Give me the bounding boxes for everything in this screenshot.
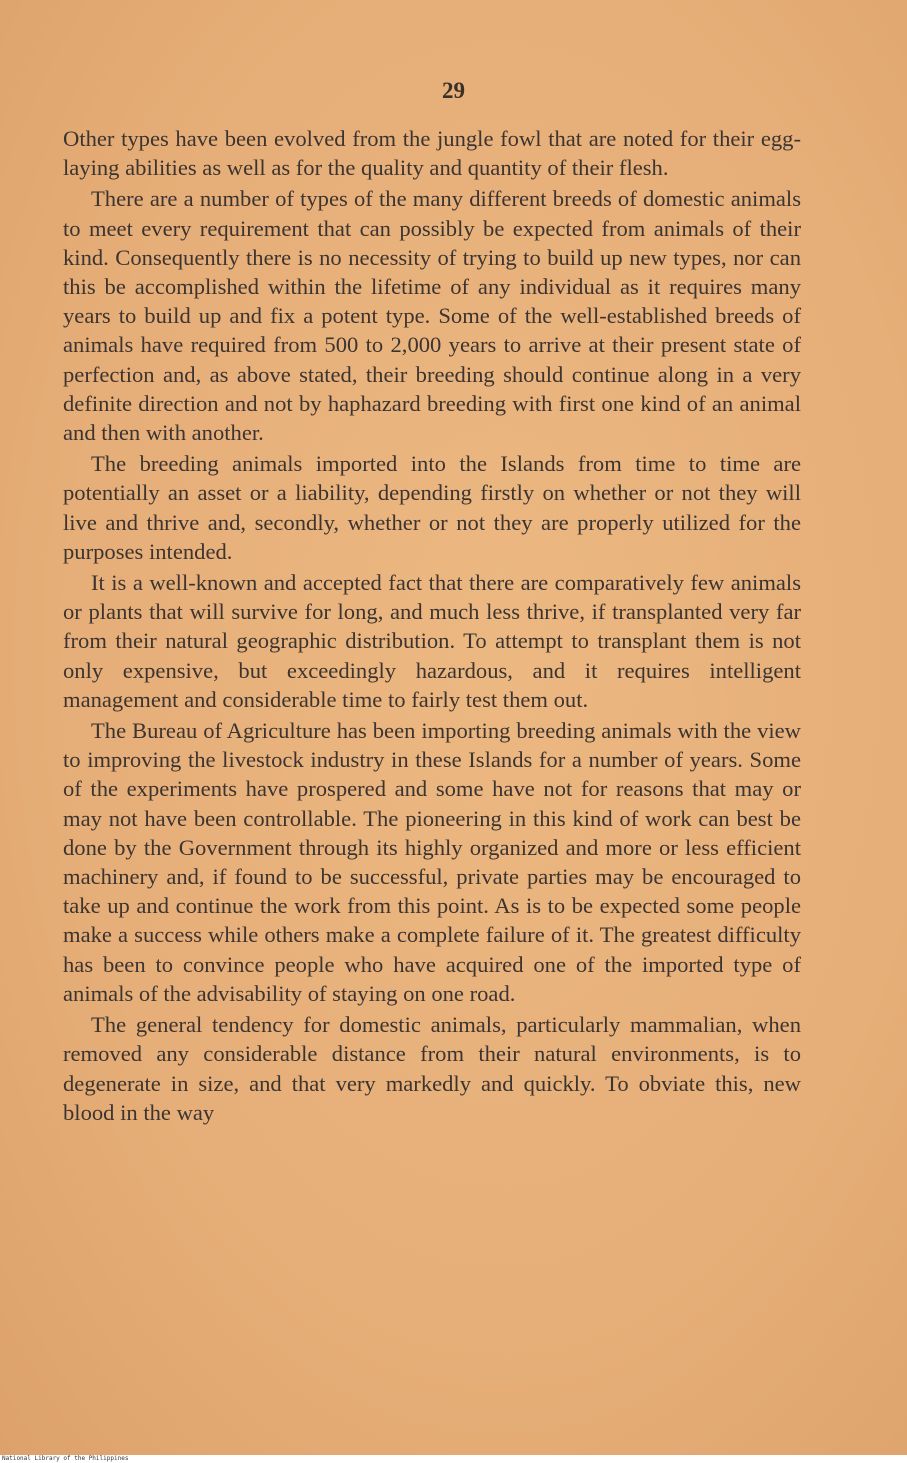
library-credit: National Library of the Philippines	[2, 1455, 129, 1462]
body-text	[63, 124, 801, 1127]
paragraph-1: Other types have been evolved from the jungle fowl that are noted for their egg-laying abilities as well as for the quality and quantity of their flesh.	[63, 126, 801, 181]
paragraph-3: The breeding animals imported into the Islands from time to time are potentially an asset or a liability, depending firstly on whether or not they will live and thrive and, secondly, whether or not they are properly utilized for the purposes intended.	[63, 451, 801, 564]
footer-strip	[0, 1455, 907, 1463]
paragraph-5: The Bureau of Agriculture has been importing breeding animals with the view to improving the livestock industry in these Islands for a number of years. Some of the experiments have prospered and some have not for reasons that may or may not have been controllable. The pioneering in this kind of work can best be done by the Government through its highly organized and more or less efficient machinery and, if found to be successful, private parties may be encouraged to take up and continue the work from this point. As is to be expected some people make a success while others make a complete failure of it. The greatest difficulty has been to convince people who have acquired one of the imported type of animals of the advisability of staying on one road.	[63, 718, 801, 1006]
paragraph-6: The general tendency for domestic animals, particularly mammalian, when removed any considerable distance from their natural environments, is to degenerate in size, and that very markedly and quickly. To obviate this, new blood in the way	[63, 1012, 801, 1125]
paragraph-2: There are a number of types of the many different breeds of domestic animals to meet every requirement that can possibly be expected from animals of their kind. Consequently there is no necessity of trying to build up new types, nor can this be accomplished within the lifetime of any individual as it requires many years to build up and fix a potent type. Some of the well-established breeds of animals have required from 500 to 2,000 years to arrive at their present state of perfection and, as above stated, their breeding should continue along in a very definite direction and not by haphazard breeding with first one kind of an animal and then with another.	[63, 186, 801, 446]
page-number: 29	[442, 78, 465, 103]
paragraph-4: It is a well-known and accepted fact that there are comparatively few animals or plants that will survive for long, and much less thrive, if transplanted very far from their natural geographic distribution. To attempt to transplant them is not only expensive, but exceedingly hazardous, and it requires intelligent management and considerable time to fairly test them out.	[63, 570, 801, 712]
